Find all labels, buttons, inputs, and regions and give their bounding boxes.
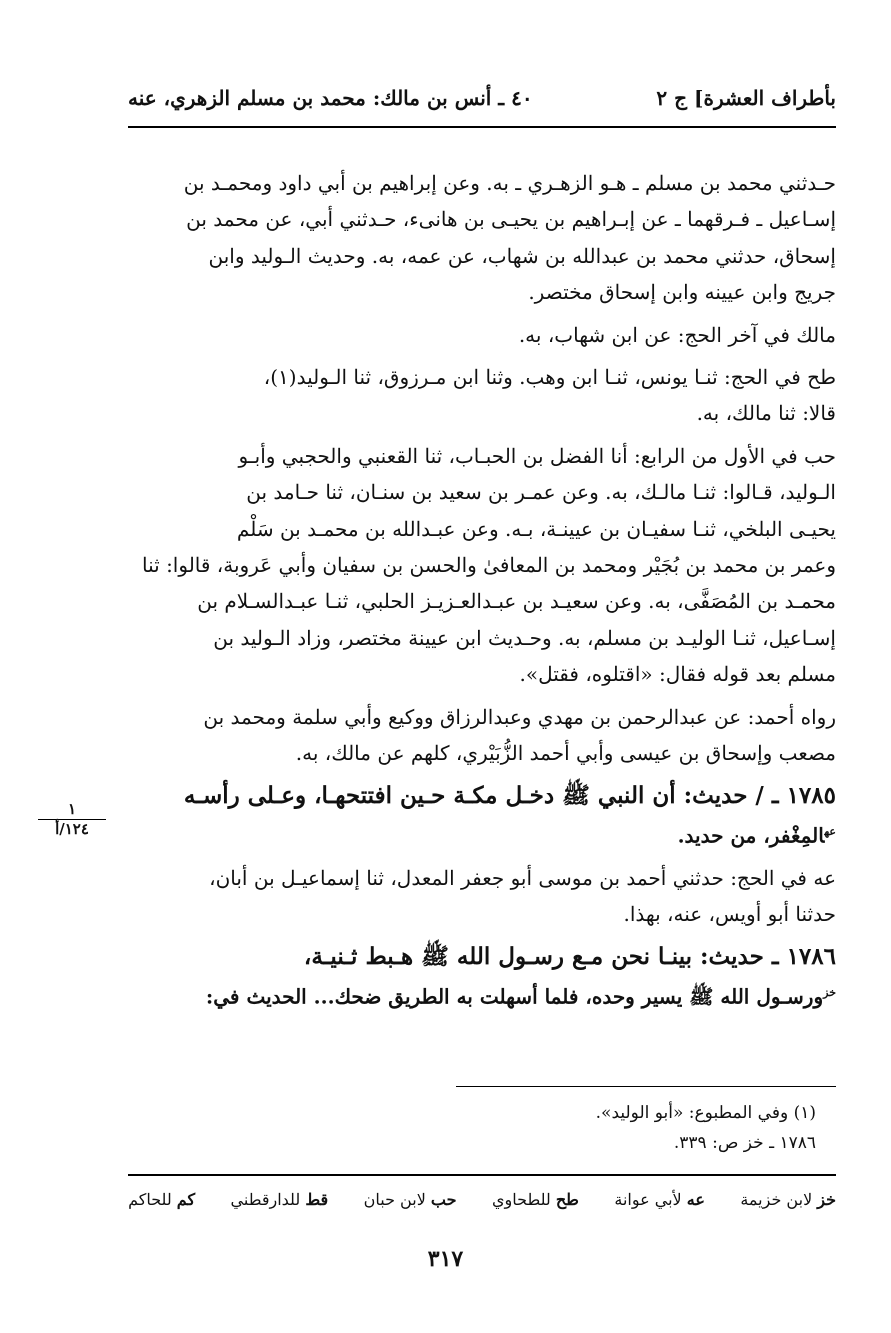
- abbreviation-item: [492, 1190, 579, 1209]
- abbreviation-item: [614, 1190, 705, 1209]
- hadith-heading-line: ١٧٨٦ ـ حديث: بينـا نحن مـع رسـول الله ﷺ هـبط ثـنيـة،: [303, 942, 836, 970]
- hadith-1785: [128, 778, 836, 854]
- text-line: حـدثني محمد بن مسلم ـ هـو الزهـري ـ به. وعن إبراهيم بن أبي داود ومحمـد بن: [183, 171, 836, 195]
- abbreviation-name: لابن حبان: [363, 1190, 426, 1209]
- abbreviation-code: عه: [686, 1190, 705, 1209]
- text-line: حدثنا أبو أويس، عنه، بهذا.: [623, 902, 836, 927]
- hadith-heading-line: ١٧٨٥ ـ / حديث: أن النبي ﷺ دخـل مكـة حـين افتتحهـا، وعـلى رأسـه: [183, 781, 836, 809]
- abbreviation-code: قط: [305, 1190, 329, 1209]
- abbreviation-name: للطحاوي: [491, 1190, 551, 1209]
- footnote-rule: [456, 1086, 836, 1087]
- text-line: حب في الأول من الرابع: أنا الفضل بن الحبـاب، ثنا القعنبي والحجبي وأبـو: [238, 443, 836, 468]
- footnotes: [200, 1098, 816, 1158]
- text-line: يحيـى البلخي، ثنـا سفيـان بن عيينـة، بـه. وعن عبـدالله بن محمـد بن سَلْم: [236, 516, 836, 541]
- folio-number: ١: [38, 800, 106, 820]
- footnote: ١٧٨٦ ـ خز ص: ٣٣٩.: [673, 1133, 816, 1153]
- hadith-text: المِغْفر، من حديد.: [677, 823, 825, 848]
- abbreviation-item: [740, 1190, 836, 1209]
- header-chapter-title: ٤٠ ـ أنس بن مالك: محمد بن مسلم الزهري، عنه: [128, 86, 533, 110]
- abbreviation-code: خز: [817, 1190, 836, 1209]
- text-line: محمـد بن المُصَفَّى، به. وعن سعيـد بن عبـدالعـزيـز الحلبي، ثنـا عبـدالسـلام بن: [197, 589, 836, 614]
- abbreviation-code: طح: [555, 1190, 579, 1209]
- paragraph: [128, 699, 836, 772]
- paragraph: [128, 438, 836, 693]
- paragraph: [128, 165, 836, 311]
- paragraph: [128, 860, 836, 933]
- abbreviations-rule: [128, 1174, 836, 1176]
- page-number: ٣١٧: [427, 1246, 464, 1272]
- abbreviation-code: حب: [430, 1190, 457, 1209]
- abbreviation-name: للدارقطني: [230, 1190, 301, 1209]
- hadith-line: [128, 814, 836, 854]
- abbreviation-item: [231, 1190, 329, 1209]
- text-line: الـوليد، قـالوا: ثنـا مالـك، به. وعن عمـر بن سعيد بن سنـان، ثنا حـامد بن: [246, 480, 836, 505]
- abbreviation-item: [128, 1190, 195, 1209]
- text-line: وعمر بن محمد بن بُجَيْر ومحمد بن المعافىٰ والحسن بن سفيان وأبي عَروبة، قالوا: ثنا: [142, 553, 836, 578]
- header-rule: [128, 126, 836, 128]
- text-line: عه في الحج: حدثني أحمد بن موسى أبو جعفر المعدل، ثنا إسماعيـل بن أبان،: [209, 865, 836, 890]
- abbreviations-legend: [128, 1190, 836, 1209]
- folio-page: ١٢٤/أ: [55, 820, 89, 838]
- text-line: جريج وابن عيينه وابن إسحاق مختصر.: [528, 280, 836, 305]
- paragraph: [128, 359, 836, 432]
- text-line: مسلم بعد قوله فقال: «اقتلوه، فقتل».: [519, 662, 836, 687]
- footnote: (١) وفي المطبوع: «أبو الوليد».: [595, 1103, 816, 1123]
- hadith-text: ورسـول الله ﷺ يسير وحده، فلما أسهلت به الطريق ضحك... الحديث في:: [205, 984, 824, 1009]
- source-superscript: عه: [824, 824, 836, 838]
- text-line: إسـاعيل، ثنـا الوليـد بن مسلم، به. وحـديث ابن عيينة مختصر، وزاد الـوليد بن: [213, 625, 836, 650]
- text-line: مالك في آخر الحج: عن ابن شهاب، به.: [518, 322, 836, 347]
- header-volume-title: بأطراف العشرة] ج ٢: [656, 86, 836, 110]
- abbreviation-name: لابن خزيمة: [740, 1190, 813, 1209]
- abbreviation-name: للحاكم: [128, 1190, 172, 1209]
- text-line: إسـاعيل ـ فـرقهما ـ عن إبـراهيم بن يحيـى بن هانىء، حـدثني أبي، عن محمد بن: [186, 207, 836, 232]
- main-text: [128, 165, 836, 1021]
- paragraph: [128, 317, 836, 353]
- text-line: إسحاق، حدثني محمد بن عبدالله بن شهاب، عن عمه، به. وحديث الـوليد وابن: [208, 243, 836, 268]
- hadith-line: [128, 975, 836, 1015]
- source-superscript: خز: [823, 986, 836, 1000]
- running-header: [128, 80, 836, 116]
- text-line: رواه أحمد: عن عبدالرحمن بن مهدي وعبدالرزاق ووكيع وأبي سلمة ومحمد بن: [203, 704, 836, 729]
- text-line: قالا: ثنا مالك، به.: [696, 401, 836, 426]
- abbreviation-code: كم: [176, 1190, 196, 1209]
- text-line: طح في الحج: ثنـا يونس، ثنـا ابن وهب. وثنا ابن مـرزوق، ثنا الـوليد(١)،: [263, 365, 836, 390]
- abbreviation-name: لأبي عوانة: [614, 1190, 682, 1209]
- abbreviation-item: [364, 1190, 457, 1209]
- hadith-1786: [128, 939, 836, 1015]
- text-line: مصعب وإسحاق بن عيسى وأبي أحمد الزُّبَيْري، كلهم عن مالك، به.: [295, 741, 836, 766]
- manuscript-folio-ref: [38, 800, 106, 838]
